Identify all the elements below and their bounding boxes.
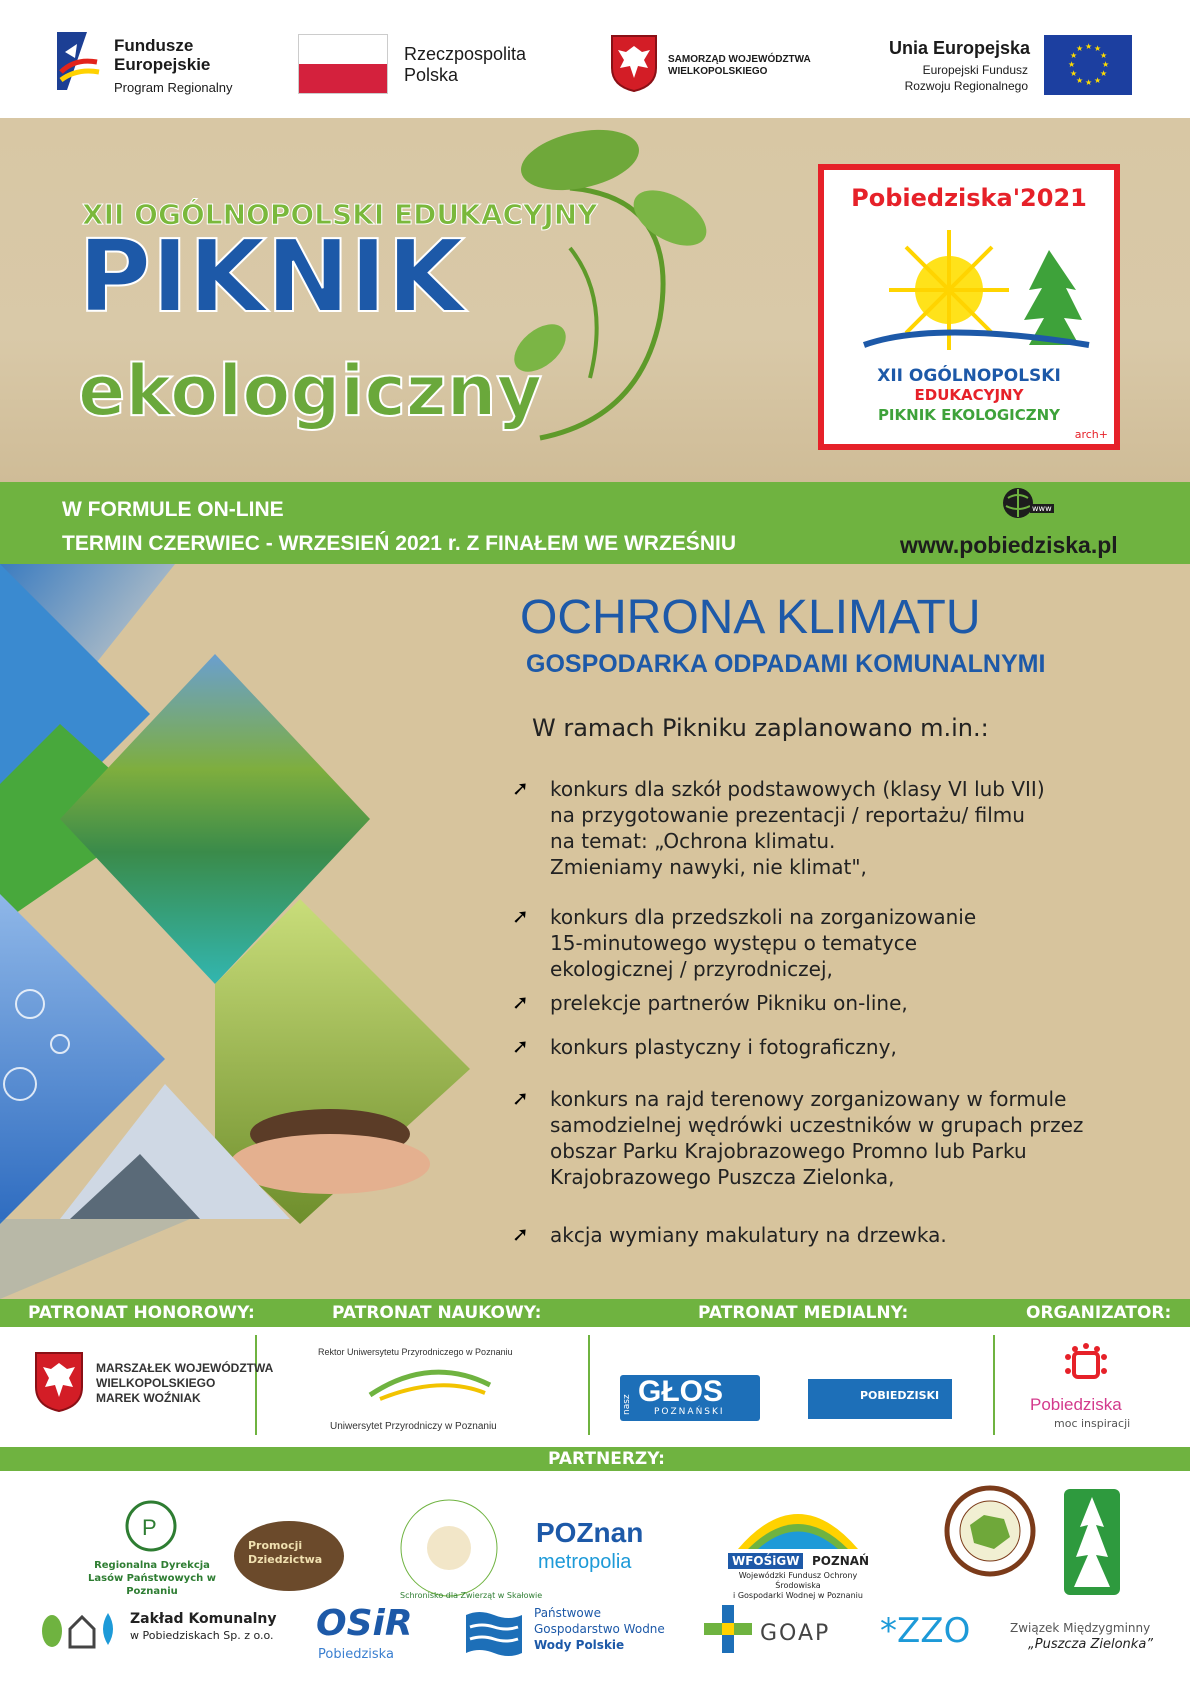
promocji-text: Promocji Dziedzictwa — [248, 1539, 323, 1566]
main-subheading: GOSPODARKA ODPADAMI KOMUNALNYMI — [526, 650, 1046, 678]
event-info-banner — [0, 482, 1190, 564]
poznan-metropolia-title: POZnan — [536, 1517, 644, 1548]
osir-sub: Pobiedziska — [318, 1647, 394, 1662]
rektor-text: Rektor Uniwersytetu Przyrodniczego w Poznaniu — [318, 1347, 513, 1357]
badge-line3: PIKNIK EKOLOGICZNY — [877, 406, 1061, 424]
wfosigw-arcs-icon — [728, 1489, 868, 1549]
zaklad-komunalny-icons — [40, 1609, 118, 1649]
pobiedziski-media-logo — [808, 1379, 952, 1419]
poznan-metropolia-sub: metropolia — [538, 1551, 632, 1573]
fe-title: Fundusze Europejskie — [114, 36, 211, 74]
organizer-tagline: moc inspiracji — [1054, 1417, 1131, 1430]
svg-text:★: ★ — [1102, 60, 1110, 69]
arrow-icon: ➚ — [512, 990, 529, 1014]
svg-text:★: ★ — [1094, 44, 1102, 53]
zk-title: Zakład Komunalny — [130, 1611, 277, 1627]
partners-logos — [0, 1471, 1190, 1683]
partners-label: PARTNERZY: — [548, 1449, 665, 1469]
wielkopolska-coat-of-arms-icon — [34, 1351, 84, 1413]
goap-title: GOAP — [760, 1621, 831, 1646]
sun-and-tree-icon — [854, 220, 1094, 360]
glos-side-text: nasz — [622, 1394, 632, 1415]
eu-funds-logo-icon — [57, 32, 103, 90]
svg-text:★: ★ — [1085, 78, 1093, 87]
svg-text:★: ★ — [1068, 60, 1076, 69]
patronage-scientific-label: PATRONAT NAUKOWY: — [332, 1303, 542, 1323]
shelter-text: Schronisko dla Zwierząt w Skałowie — [400, 1591, 543, 1600]
list-item-text: konkurs na rajd terenowy zorganizowany w formule samodzielnej wędrówki uczestników w grupach przez obszar Parku Krajobrazowego Promno lub Parku Krajobrazowego Puszcza Zielonka, — [550, 1087, 1084, 1189]
list-item-text: konkurs plastyczny i fotograficzny, — [550, 1035, 897, 1059]
zm-title: Związek Międzygminny — [1010, 1621, 1151, 1635]
wody-polskie-icon — [464, 1609, 524, 1659]
header-logos — [0, 0, 1190, 118]
svg-text:★: ★ — [1100, 51, 1108, 60]
svg-text:★: ★ — [1085, 42, 1093, 51]
hero-line3: ekologiczny — [78, 350, 543, 432]
svg-text:★: ★ — [1094, 76, 1102, 85]
www-badge: www — [1032, 504, 1052, 513]
banner-line2: TERMIN CZERWIEC - WRZESIEŃ 2021 r. Z FINAŁEM WE WRZEŚNIU — [62, 532, 736, 555]
rdlp-text: Regionalna Dyrekcja Lasów Państwowych w Poznaniu — [88, 1560, 216, 1597]
arrow-icon: ➚ — [512, 904, 529, 928]
website-link[interactable]: www.pobiedziska.pl — [900, 532, 1118, 558]
arrow-icon: ➚ — [512, 776, 529, 800]
zk-sub: w Pobiedziskach Sp. z o.o. — [130, 1629, 274, 1642]
svg-text:★: ★ — [1076, 44, 1084, 53]
wfos-sub: Wojewódzki Fundusz Ochrony Środowiska i Gospodarki Wodnej w Poznaniu — [733, 1571, 863, 1600]
pobiedziska-2021-badge — [818, 164, 1120, 450]
eu-flag-icon — [1044, 35, 1132, 95]
svg-text:★: ★ — [1070, 69, 1078, 78]
main-content — [0, 564, 1190, 1299]
goap-icon — [704, 1605, 752, 1653]
main-heading: OCHRONA KLIMATU — [520, 591, 981, 644]
glos-title: GŁOS — [638, 1375, 724, 1408]
intro-text: W ramach Pikniku zaplanowano m.in.: — [532, 714, 989, 742]
arrow-icon: ➚ — [512, 1222, 529, 1246]
zzo-title: *ZZO — [880, 1611, 971, 1651]
badge-signature: arch+ — [1074, 428, 1108, 441]
hero-line2: PIKNIK — [78, 218, 465, 335]
list-item-text: konkurs dla szkół podstawowych (klasy VI lub VII) na przygotowanie prezentacji / reportażu/ filmu na temat: „Ochrona klimatu. Zmieniamy nawyki, nie klimat", — [550, 777, 1045, 879]
osir-title: OSiR — [316, 1603, 413, 1644]
pobiedziski-title: POBIEDZISKI — [860, 1389, 940, 1402]
globe-icon — [1000, 486, 1050, 520]
svg-text:P: P — [142, 1515, 157, 1540]
nature-photo-collage — [0, 564, 470, 1299]
organizer-label: ORGANIZATOR: — [1026, 1303, 1172, 1323]
badge-title: Pobiedziska'2021 — [851, 184, 1087, 212]
park-seal-icon — [944, 1485, 1036, 1577]
badge-line1: XII OGÓLNOPOLSKI — [877, 366, 1061, 386]
arrow-icon: ➚ — [512, 1034, 529, 1058]
patronage-media-label: PATRONAT MEDIALNY: — [698, 1303, 909, 1323]
patronage-bar — [0, 1299, 1190, 1327]
ue-title: Unia Europejska — [888, 38, 1030, 58]
zm-sub: „Puszcza Zielonka” — [1028, 1637, 1154, 1652]
puszcza-zielonka-tree-icon — [1062, 1487, 1122, 1597]
marszalek-text: MARSZAŁEK WOJEWÓDZTWA WIELKOPOLSKIEGO MAREK WOŹNIAK — [96, 1361, 274, 1405]
svg-text:★: ★ — [1076, 76, 1084, 85]
university-name: Uniwersytet Przyrodniczy w Poznaniu — [330, 1421, 497, 1432]
banner-line1: W FORMULE ON-LINE — [62, 498, 284, 521]
university-swoosh-icon — [360, 1365, 500, 1405]
patronage-honorary-label: PATRONAT HONOROWY: — [28, 1303, 255, 1323]
list-item-text: konkurs dla przedszkoli na zorganizowanie 15-minutowego występu o tematyce ekologicznej / przyrodniczej, — [550, 905, 977, 981]
rp-title: Rzeczpospolita Polska — [404, 44, 527, 85]
pgw-text: Państwowe Gospodarstwo Wodne Wody Polskie — [534, 1606, 665, 1652]
list-item-text: akcja wymiany makulatury na drzewka. — [550, 1223, 947, 1247]
badge-line2: EDUKACYJNY — [914, 386, 1024, 404]
organizer-name: Pobiedziska — [1030, 1395, 1122, 1414]
patronage-logos — [0, 1327, 1190, 1447]
fe-subtitle: Program Regionalny — [114, 80, 233, 95]
hero-section — [0, 118, 1190, 482]
glos-subtitle: POZNAŃSKI — [654, 1407, 725, 1417]
polish-flag-icon — [298, 34, 388, 94]
partners-bar — [0, 1447, 1190, 1471]
pobiedziska-organizer-icon — [1064, 1343, 1108, 1387]
hero-line1: XII OGÓLNOPOLSKI EDUKACYJNY — [82, 198, 598, 231]
svg-text:★: ★ — [1100, 69, 1108, 78]
arrow-icon: ➚ — [512, 1086, 529, 1110]
glos-poznanski-logo — [620, 1375, 760, 1421]
animal-shelter-logo-icon — [394, 1493, 504, 1603]
ue-subtitle: Europejski Fundusz Rozwoju Regionalnego — [904, 63, 1028, 93]
promocji-dziedzictwa-logo — [234, 1521, 344, 1591]
wielkopolska-coat-of-arms-icon — [610, 34, 658, 92]
wfos-badge: WFOŚiGW — [728, 1553, 803, 1569]
list-item-text: prelekcje partnerów Pikniku on-line, — [550, 991, 908, 1015]
sw-title: SAMORZĄD WOJEWÓDZTWA WIELKOPOLSKIEGO — [668, 54, 811, 77]
wfos-city: POZNAŃ — [812, 1554, 870, 1568]
svg-text:★: ★ — [1070, 51, 1078, 60]
forestry-logo-icon — [124, 1499, 178, 1553]
